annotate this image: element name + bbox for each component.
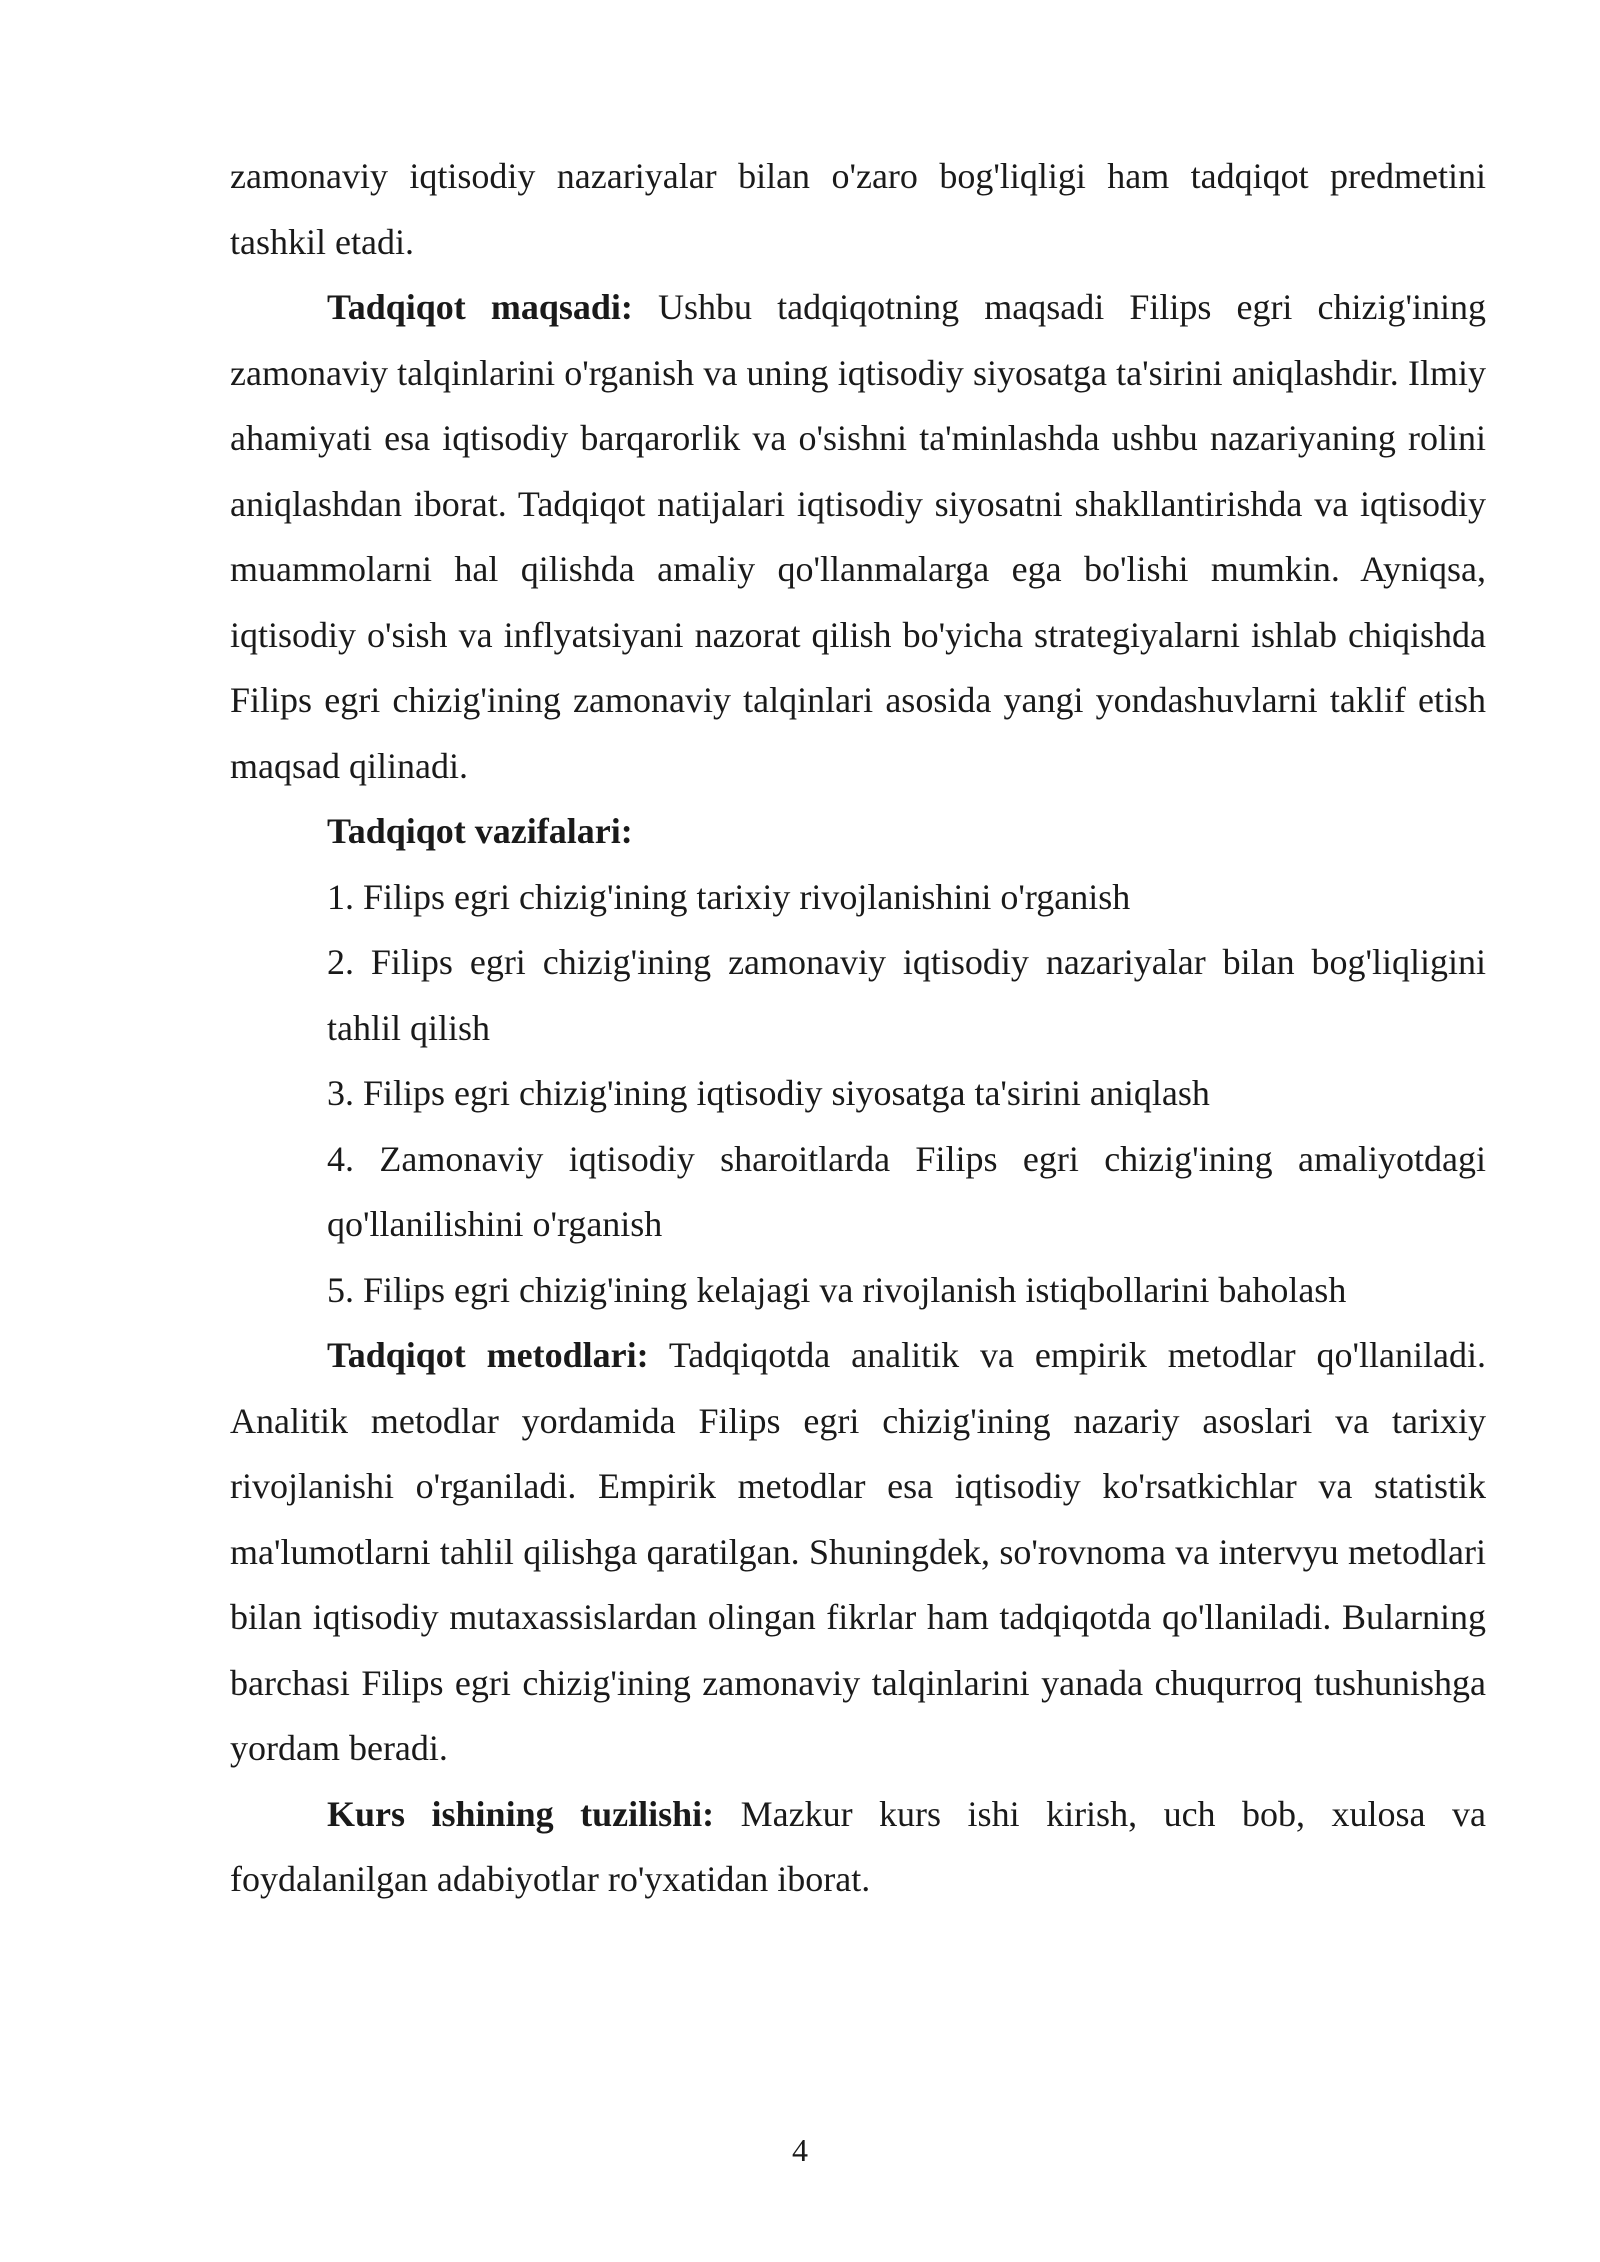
page-number: 4 bbox=[792, 2132, 808, 2168]
structure-paragraph bbox=[230, 1782, 1486, 1913]
methods-text: Tadqiqotda analitik va empirik metodlar qo'llaniladi. Analitik metodlar yordamida Filips egri chizig'ining nazariy asoslari va tarixiy rivojlanishi o'rganiladi. Empirik metodlar esa iqtisodiy ko'rsatkichlar va statistik ma'lumotlarni tahlil qilishga qaratilgan. Shuningdek, so'rovnoma va intervyu metodlari bilan iqtisodiy mutaxassislardan olingan fikrlar ham tadqiqotda qo'llaniladi. Bularning barchasi Filips egri chizig'ining zamonaviy talqinlarini yanada chuqurroq tushunishga yordam beradi. bbox=[230, 1335, 1486, 1768]
methods-heading: Tadqiqot metodlari: bbox=[327, 1335, 649, 1375]
methods-paragraph bbox=[230, 1323, 1486, 1782]
document-page bbox=[230, 144, 1486, 1913]
goal-paragraph bbox=[230, 275, 1486, 799]
task-item-2: 2. Filips egri chizig'ining zamonaviy iqtisodiy nazariyalar bilan bog'liqligini tahlil qilish bbox=[327, 942, 1486, 1048]
task-item-5: 5. Filips egri chizig'ining kelajagi va rivojlanish istiqbollarini baholash bbox=[327, 1269, 1347, 1310]
goal-heading: Tadqiqot maqsadi: bbox=[327, 287, 633, 327]
task-item-4: 4. Zamonaviy iqtisodiy sharoitlarda Filips egri chizig'ining amaliyotdagi qo'llanilishini o'rganish bbox=[327, 1138, 1486, 1244]
tasks-heading: Tadqiqot vazifalari: bbox=[327, 811, 633, 851]
structure-text: Mazkur kurs ishi kirish, uch bob, xulosa va foydalanilgan adabiyotlar ro'yxatidan iborat. bbox=[230, 1793, 1487, 1899]
task-item-1: 1. Filips egri chizig'ining tarixiy rivojlanishini o'rganish bbox=[327, 876, 1131, 917]
task-item-3: 3. Filips egri chizig'ining iqtisodiy siyosatga ta'sirini aniqlash bbox=[327, 1073, 1210, 1113]
structure-heading: Kurs ishining tuzilishi: bbox=[327, 1793, 715, 1834]
intro-continuation-paragraph: zamonaviy iqtisodiy nazariyalar bilan o'zaro bog'liqligi ham tadqiqot predmetini tashkil etadi. bbox=[230, 156, 1486, 262]
goal-text: Ushbu tadqiqotning maqsadi Filips egri chizig'ining zamonaviy talqinlarini o'rganish va uning iqtisodiy siyosatga ta'sirini aniqlashdir. Ilmiy ahamiyati esa iqtisodiy barqarorlik va o'sishni ta'minlashda ushbu nazariyaning rolini aniqlashdan iborat. Tadqiqot natijalari iqtisodiy siyosatni shakllantirishda va iqtisodiy muammolarni hal qilishda amaliy qo'llanmalarga ega bo'lishi mumkin. Ayniqsa, iqtisodiy o'sish va inflyatsiyani nazorat qilish bo'yicha strategiyalarni ishlab chiqishda Filips egri chizig'ining zamonaviy talqinlari asosida yangi yondashuvlarni taklif etish maqsad qilinadi. bbox=[230, 287, 1486, 786]
